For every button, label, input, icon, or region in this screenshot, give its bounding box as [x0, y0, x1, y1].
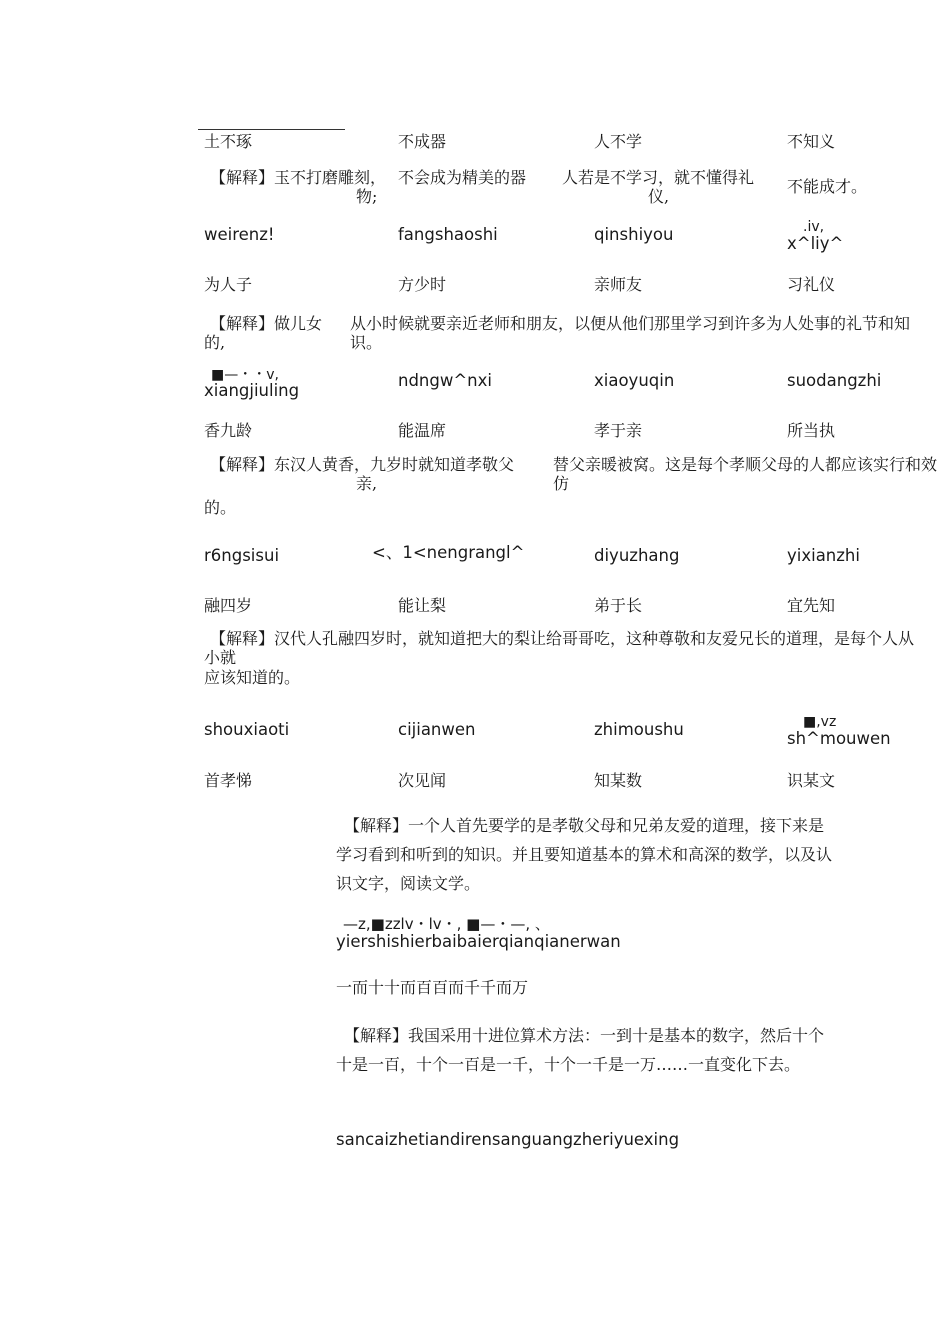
note-4-line3: 应该知道的。	[204, 668, 301, 687]
pinyin-2-2: fangshaoshi	[398, 225, 498, 244]
note-2b2: 识。	[350, 333, 383, 352]
last-pinyin: sancaizhetiandirensanguangzheriyuexing	[336, 1130, 680, 1149]
note-3b1: 替父亲暖被窝。这是每个孝顺父母的人都应该实行和效	[553, 455, 938, 474]
word-1-4: 不知义	[787, 132, 836, 151]
word-5-4: 识某文	[787, 771, 836, 790]
word-4-3: 弟于长	[594, 596, 643, 615]
word-1-2: 不成器	[398, 132, 447, 151]
note-2a2: 的,	[204, 333, 226, 352]
pinyin-4-3: diyuzhang	[594, 546, 680, 565]
note-3a2: 亲,	[356, 474, 378, 493]
pinyin-3-2: ndngw^nxi	[398, 371, 492, 390]
pinyin-5-4: sh^mouwen	[787, 729, 891, 748]
word-3-2: 能温席	[398, 421, 447, 440]
pinyin-3-1: xiangjiuling	[204, 381, 300, 400]
note-1c2: 仪,	[648, 187, 670, 206]
word-4-4: 宜先知	[787, 596, 836, 615]
word-3-3: 孝于亲	[594, 421, 643, 440]
note-1b1: 不会成为精美的器	[398, 168, 527, 187]
note-3c: 的。	[204, 498, 237, 517]
pinyin-5-2: cijianwen	[398, 720, 476, 739]
word-1-1: 土不琢	[204, 132, 253, 151]
pinyin-3-4: suodangzhi	[787, 371, 882, 390]
note-3b2: 仿	[553, 474, 570, 493]
word-1-3: 人不学	[594, 132, 643, 151]
note-2a1: 【解释】做儿女	[210, 314, 323, 333]
pinyin-4-4: yixianzhi	[787, 546, 860, 565]
note-4-line2: 小就	[204, 648, 237, 667]
top-rule	[198, 129, 345, 130]
note-1a: 【解释】玉不打磨雕刻，	[210, 168, 387, 187]
explanation-paragraph-1: 【解释】一个人首先要学的是孝敬父母和兄弟友爱的道理，接下来是学习看到和听到的知识。并且要知道基本的算术和高深的数学，以及认识文字，阅读文学。	[336, 816, 833, 893]
word-3-1: 香九龄	[204, 421, 253, 440]
pinyin-5-1: shouxiaoti	[204, 720, 290, 739]
note-4-line1: 【解释】汉代人孔融四岁时，就知道把大的梨让给哥哥吃，这种尊敬和友爱兄长的道理，是每个人从	[210, 629, 915, 648]
numbers-words: 一而十十而百百而千千而万	[336, 978, 529, 997]
word-2-4: 习礼仪	[787, 275, 836, 294]
word-5-3: 知某数	[594, 771, 643, 790]
pinyin-2-4: x^liy^	[787, 234, 844, 253]
pinyin-5-4-mark: ■,vz	[803, 714, 837, 730]
word-2-3: 亲师友	[594, 275, 643, 294]
pinyin-2-4-mark: .iv,	[803, 219, 825, 235]
pinyin-3-3: xiaoyuqin	[594, 371, 675, 390]
word-5-2: 次见闻	[398, 771, 447, 790]
pinyin-2-3: qinshiyou	[594, 225, 674, 244]
note-1b2: 物;	[356, 187, 378, 206]
pinyin-5-3: zhimoushu	[594, 720, 684, 739]
note-2b1: 从小时候就要亲近老师和朋友，以便从他们那里学习到许多为人处事的礼节和知	[350, 314, 911, 333]
note-1c1: 人若是不学习，就不懂得礼	[562, 168, 755, 187]
pinyin-4-2: <、1<nengrangl^	[372, 543, 525, 562]
word-2-1: 为人子	[204, 275, 253, 294]
word-3-4: 所当执	[787, 421, 836, 440]
word-5-1: 首孝悌	[204, 771, 253, 790]
word-4-2: 能让梨	[398, 596, 447, 615]
pinyin-2-1: weirenz!	[204, 225, 275, 244]
pinyin-4-1: r6ngsisui	[204, 546, 280, 565]
explanation-paragraph-2: 【解释】我国采用十进位算术方法：一到十是基本的数字，然后十个十是一百，十个一百是一千，十个一千是一万……一直变化下去。	[336, 1026, 825, 1074]
word-2-2: 方少时	[398, 275, 447, 294]
pinyin-3-1-mark: ■—・・v,	[211, 367, 279, 383]
numbers-mark: —z,■zzlv・lv・, ■—・—, 、	[343, 915, 550, 933]
word-4-1: 融四岁	[204, 596, 253, 615]
numbers-pinyin: yiershishierbaibaierqianqianerwan	[336, 932, 621, 951]
note-3a: 【解释】东汉人黄香，九岁时就知道孝敬父	[210, 455, 515, 474]
note-1d: 不能成才。	[787, 177, 868, 196]
